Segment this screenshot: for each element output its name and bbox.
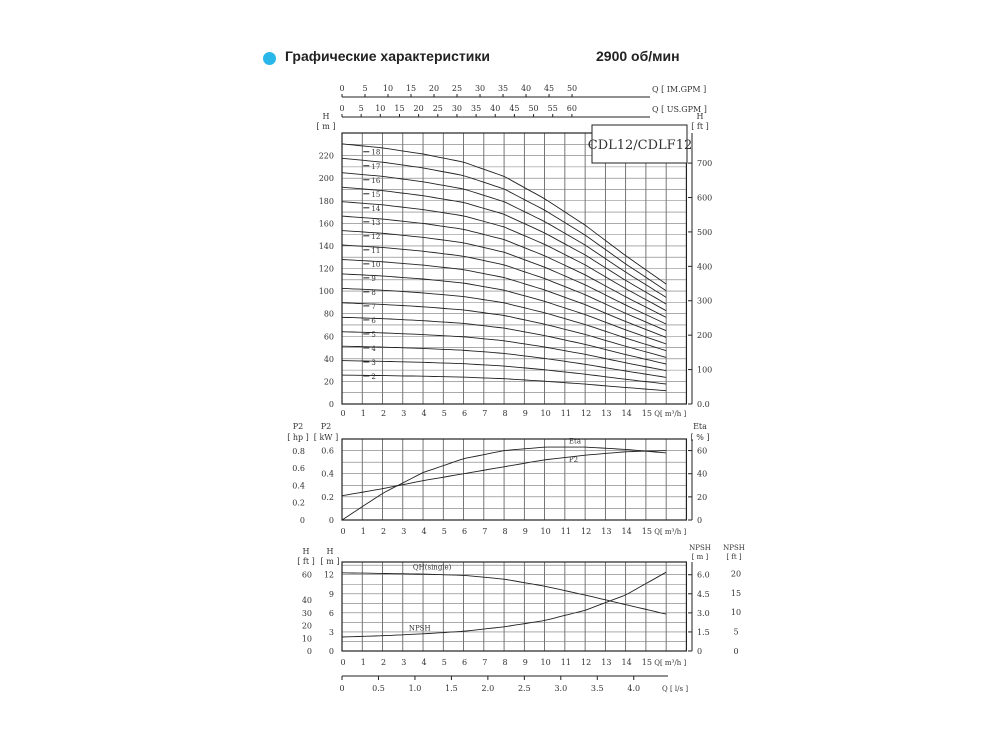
- top-axis-tick-label: 35: [497, 84, 509, 93]
- p2-hp-tick: 0.4: [292, 481, 305, 491]
- ls-axis-label: Q [ l/s ]: [662, 685, 689, 693]
- head-xtick: 7: [482, 409, 488, 418]
- head-xtick: 11: [560, 409, 571, 418]
- p2-hp-tick: 0.6: [292, 464, 305, 474]
- stage-label: 18: [371, 148, 381, 157]
- power-xtick: 1: [360, 527, 366, 536]
- top-axis-tick-label: 35: [471, 104, 482, 113]
- top-axis-tick-label: 25: [432, 104, 443, 113]
- head-ylabel-left-h: H: [322, 112, 330, 121]
- head-ytick-left: 120: [318, 264, 334, 274]
- section-title: Графические характеристики: [285, 48, 490, 64]
- npsh-m-tick: 1.5: [697, 627, 710, 637]
- npsh-m-unit: [ m ]: [691, 553, 709, 561]
- npsh-xtick: 8: [502, 658, 508, 667]
- h-ft-tick: 20: [301, 621, 312, 631]
- head-ytick-left: 160: [318, 219, 334, 229]
- p2-kw-unit: [ kW ]: [313, 433, 339, 442]
- power-xtick: 9: [522, 527, 528, 536]
- head-xtick: 5: [441, 409, 447, 418]
- h-ft-label: H: [302, 547, 310, 556]
- stage-label: 3: [371, 358, 376, 367]
- npsh-ft-tick: 0: [733, 647, 739, 656]
- top-axis-tick-label: 45: [543, 84, 555, 93]
- h-ft-tick: 0: [306, 647, 312, 656]
- ls-axis-tick-label: 2.5: [517, 684, 531, 693]
- npsh-xtick: 6: [462, 658, 468, 667]
- power-xtick: 12: [581, 527, 592, 536]
- npsh-ft-tick: 20: [730, 569, 742, 579]
- top-axis-label: Q [ IM.GPM ]: [652, 85, 707, 94]
- power-xtick: 8: [502, 527, 508, 536]
- top-axis-label: Q [ US.GPM ]: [652, 105, 707, 114]
- npsh-ft-tick: 10: [730, 608, 742, 618]
- h-ft-tick: 10: [301, 634, 312, 644]
- p2-kw-label: P2: [320, 422, 332, 431]
- power-xtick: 3: [401, 527, 407, 536]
- head-ytick-left: 220: [318, 151, 334, 161]
- p2-hp-tick: 0.8: [292, 446, 305, 456]
- eta-tick: 60: [697, 446, 708, 456]
- stage-label: 2: [371, 372, 376, 381]
- head-xtick: 4: [421, 409, 427, 418]
- stage-label: 15: [371, 190, 381, 199]
- power-xtick: 10: [540, 527, 551, 536]
- npsh-xtick: 2: [380, 658, 387, 667]
- eta-tick: 40: [697, 469, 708, 479]
- ls-axis-tick-label: 2.0: [481, 684, 495, 693]
- stage-label: 5: [371, 330, 376, 339]
- eta-curve-label: Eta: [568, 437, 582, 446]
- npsh-label: NPSH: [408, 624, 431, 633]
- npsh-xtick: 3: [401, 658, 407, 667]
- top-axis-tick-label: 30: [451, 104, 463, 113]
- npsh-xtick: 9: [522, 658, 528, 667]
- h-ft-tick: 30: [301, 608, 312, 618]
- h-m-tick: 12: [323, 570, 334, 580]
- head-xtick: 10: [540, 409, 551, 418]
- p2-hp-tick: 0: [299, 516, 305, 525]
- eta-tick: 0: [697, 516, 703, 525]
- power-xtick: 15: [641, 527, 652, 536]
- head-ytick-left: 0: [328, 400, 334, 409]
- ls-axis-tick-label: 1.0: [408, 684, 422, 693]
- npsh-ft-tick: 15: [730, 588, 742, 598]
- top-axis-tick-label: 55: [547, 104, 558, 113]
- qh-single-label: QH(single): [412, 563, 452, 572]
- ls-axis-tick-label: 4.0: [627, 684, 641, 693]
- p2-curve-label: P2: [568, 456, 579, 465]
- head-ytick-left: 180: [318, 196, 334, 206]
- p2-kw-tick: 0.4: [321, 469, 334, 479]
- npsh-ft-label: NPSH: [723, 544, 745, 552]
- power-xlabel: Q[ m³/h ]: [654, 528, 687, 536]
- head-ytick-left: 60: [323, 332, 334, 342]
- power-xtick: 14: [621, 527, 632, 536]
- ls-axis-tick-label: 0.5: [372, 684, 385, 693]
- head-xtick: 12: [581, 409, 592, 418]
- top-axis-tick-label: 25: [451, 84, 463, 93]
- eta-tick: 20: [697, 492, 708, 502]
- p2-hp-label: P2: [292, 422, 304, 431]
- stage-label: 4: [371, 344, 376, 353]
- h-m-tick: 6: [328, 608, 334, 618]
- speed-label: 2900 об/мин: [596, 48, 680, 64]
- npsh-xtick: 15: [641, 658, 652, 667]
- power-xtick: 4: [421, 527, 427, 536]
- ls-axis-tick-label: 1.5: [445, 684, 458, 693]
- p2-kw-tick: 0.2: [321, 492, 334, 502]
- power-xtick: 5: [441, 527, 447, 536]
- head-ytick-right: 600: [697, 193, 713, 203]
- npsh-ft-unit: [ ft ]: [726, 553, 742, 561]
- top-axis-tick-label: 15: [405, 84, 417, 93]
- npsh-m-tick: 3.0: [697, 608, 710, 618]
- top-axis-tick-label: 10: [375, 104, 386, 113]
- head-xtick: 14: [621, 409, 632, 418]
- top-axis-tick-label: 40: [490, 104, 501, 113]
- head-xlabel: Q[ m³/h ]: [654, 410, 687, 418]
- npsh-ft-tick: 5: [733, 627, 739, 637]
- npsh-xtick: 13: [601, 658, 612, 667]
- head-xtick: 9: [522, 409, 528, 418]
- power-xtick: 11: [560, 527, 571, 536]
- top-axis-tick-label: 20: [413, 104, 424, 113]
- top-axis-tick-label: 10: [382, 84, 394, 93]
- head-ytick-left: 100: [318, 287, 334, 297]
- h-m-label: H: [326, 547, 334, 556]
- top-axis-tick-label: 20: [428, 84, 440, 93]
- head-ytick-left: 40: [323, 354, 334, 364]
- eta-ylabel-unit: [ % ]: [690, 433, 710, 442]
- stage-label: 6: [371, 316, 376, 325]
- npsh-xtick: 14: [621, 658, 632, 667]
- h-m-tick: 3: [328, 627, 334, 637]
- npsh-xtick: 12: [581, 658, 592, 667]
- ls-axis-tick-label: 3.5: [590, 684, 604, 693]
- head-ylabel-left-unit: [ m ]: [316, 122, 336, 131]
- stage-label: 12: [371, 232, 381, 241]
- head-ylabel-right-h: H: [696, 112, 704, 121]
- npsh-m-tick: 4.5: [697, 589, 710, 599]
- top-axis-tick-label: 50: [566, 84, 578, 93]
- h-m-tick: 0: [328, 647, 334, 656]
- head-ytick-left: 200: [318, 174, 334, 184]
- stage-label: 11: [371, 246, 381, 255]
- top-axis-tick-label: 30: [474, 84, 486, 93]
- npsh-xtick: 10: [540, 658, 551, 667]
- top-axis-tick-label: 5: [362, 84, 368, 93]
- ls-axis-tick-label: 3.0: [554, 684, 568, 693]
- head-ylabel-right-unit: [ ft ]: [691, 122, 709, 131]
- head-ytick-right: 100: [697, 365, 713, 375]
- head-xtick: 2: [380, 409, 387, 418]
- stage-label: 14: [371, 204, 381, 213]
- head-ytick-right: 500: [697, 227, 713, 237]
- head-ytick-left: 20: [323, 377, 334, 387]
- top-axis-tick-label: 0: [339, 84, 345, 93]
- top-axis-tick-label: 40: [520, 84, 532, 93]
- power-xtick: 13: [601, 527, 612, 536]
- npsh-m-label: NPSH: [689, 544, 711, 552]
- top-axis-tick-label: 50: [528, 104, 539, 113]
- power-xtick: 7: [482, 527, 488, 536]
- head-ytick-right: 700: [697, 159, 713, 169]
- top-axis-tick-label: 45: [509, 104, 520, 113]
- head-ytick-left: 140: [318, 241, 334, 251]
- head-ytick-right: 300: [697, 296, 713, 306]
- head-xtick: 0: [340, 409, 346, 418]
- head-ytick-right: 400: [697, 262, 713, 272]
- npsh-xlabel: Q[ m³/h ]: [654, 659, 687, 667]
- h-m-unit: [ m ]: [320, 557, 340, 566]
- p2-kw-tick: 0.6: [321, 446, 334, 456]
- stage-label: 13: [371, 218, 381, 227]
- top-axis-tick-label: 5: [358, 104, 364, 113]
- h-ft-tick: 40: [301, 596, 312, 606]
- top-axis-tick-label: 15: [394, 104, 405, 113]
- model-label: CDL12/CDLF12: [587, 138, 693, 153]
- npsh-xtick: 11: [560, 658, 571, 667]
- head-ytick-right: 0.0: [697, 400, 710, 409]
- head-xtick: 1: [360, 409, 366, 418]
- p2-hp-unit: [ hp ]: [287, 433, 309, 442]
- stage-label: 17: [371, 162, 381, 171]
- stage-label: 10: [371, 260, 381, 269]
- power-xtick: 6: [462, 527, 468, 536]
- head-xtick: 15: [641, 409, 652, 418]
- h-ft-tick: 60: [301, 570, 312, 580]
- stage-label: 9: [371, 274, 376, 283]
- npsh-xtick: 4: [421, 658, 427, 667]
- head-xtick: 13: [601, 409, 612, 418]
- npsh-xtick: 0: [340, 658, 346, 667]
- npsh-xtick: 5: [441, 658, 447, 667]
- h-m-tick: 9: [328, 589, 334, 599]
- head-ytick-right: 200: [697, 331, 713, 341]
- stage-label: 8: [371, 288, 376, 297]
- p2-kw-tick: 0: [328, 516, 334, 525]
- head-xtick: 3: [401, 409, 407, 418]
- power-xtick: 0: [340, 527, 346, 536]
- stage-label: 16: [371, 176, 381, 185]
- npsh-xtick: 7: [482, 658, 488, 667]
- top-axis-tick-label: 0: [339, 104, 345, 113]
- p2-hp-tick: 0.2: [292, 498, 305, 508]
- h-ft-unit: [ ft ]: [297, 557, 315, 566]
- stage-label: 7: [371, 302, 376, 311]
- npsh-m-tick: 0: [697, 647, 703, 656]
- head-xtick: 8: [502, 409, 508, 418]
- power-xtick: 2: [380, 527, 387, 536]
- head-ytick-left: 80: [323, 309, 334, 319]
- head-xtick: 6: [462, 409, 468, 418]
- npsh-xtick: 1: [360, 658, 366, 667]
- npsh-m-tick: 6.0: [697, 570, 710, 580]
- eta-ylabel: Eta: [693, 422, 707, 431]
- top-axis-tick-label: 60: [566, 104, 577, 113]
- ls-axis-tick-label: 0: [339, 684, 345, 693]
